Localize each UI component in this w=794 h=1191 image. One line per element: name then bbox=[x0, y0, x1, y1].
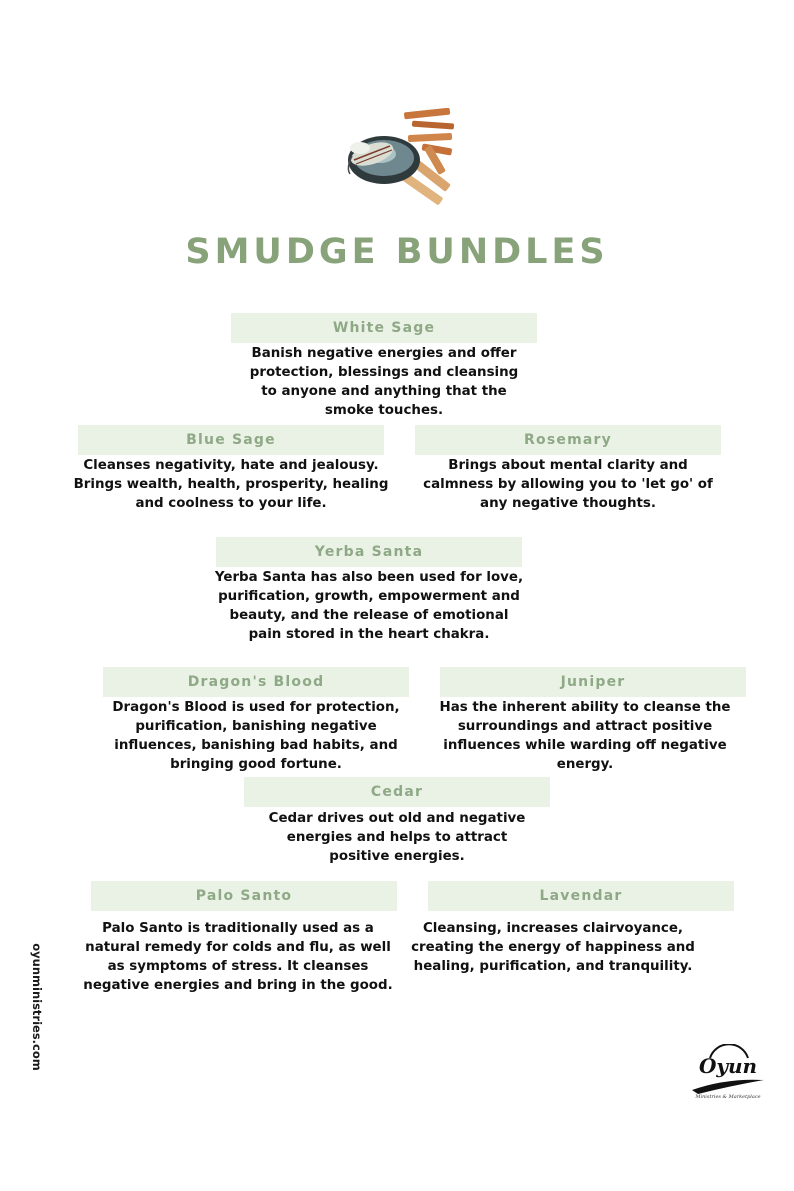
desc-line: Cleanses negativity, hate and jealousy. bbox=[83, 458, 379, 473]
desc-palo-santo bbox=[74, 919, 402, 995]
website-text: oyunministries.com bbox=[30, 943, 44, 1071]
smudge-bundle-image bbox=[342, 108, 456, 214]
desc-line: and coolness to your life. bbox=[135, 496, 327, 511]
desc-line: positive energies. bbox=[329, 849, 465, 864]
desc-line: calmness by allowing you to 'let go' of bbox=[423, 477, 713, 492]
desc-line: energies and helps to attract bbox=[286, 830, 508, 845]
desc-white-sage bbox=[231, 344, 537, 420]
desc-line: smoke touches. bbox=[324, 403, 444, 418]
label-rosemary: Rosemary bbox=[415, 425, 721, 455]
desc-line: to anyone and anything that the bbox=[261, 384, 507, 399]
desc-line: bringing good fortune. bbox=[170, 757, 342, 772]
desc-line: natural remedy for colds and flu, as well bbox=[85, 940, 391, 955]
desc-line: Banish negative energies and offer bbox=[251, 346, 517, 361]
desc-line: Brings about mental clarity and bbox=[448, 458, 688, 473]
label-lavendar: Lavendar bbox=[428, 881, 734, 911]
desc-line: energy. bbox=[556, 757, 614, 772]
desc-rosemary bbox=[405, 456, 731, 513]
desc-line: as symptoms of stress. It cleanses bbox=[107, 959, 369, 974]
label-palo-santo: Palo Santo bbox=[91, 881, 397, 911]
desc-line: Dragon's Blood is used for protection, bbox=[112, 700, 400, 715]
desc-dragons-blood bbox=[90, 698, 422, 774]
website-vertical bbox=[30, 943, 44, 1071]
logo-word: Oyun bbox=[698, 1054, 758, 1078]
desc-line: any negative thoughts. bbox=[480, 496, 656, 511]
desc-line: Cleansing, increases clairvoyance, bbox=[422, 921, 684, 936]
desc-line: Yerba Santa has also been used for love, bbox=[214, 570, 524, 585]
page-title: SMUDGE BUNDLES bbox=[185, 232, 609, 272]
oyun-logo bbox=[686, 1044, 770, 1108]
desc-line: healing, purification, and tranquility. bbox=[413, 959, 693, 974]
label-blue-sage: Blue Sage bbox=[78, 425, 384, 455]
label-yerba-santa: Yerba Santa bbox=[216, 537, 522, 567]
desc-juniper bbox=[420, 698, 750, 774]
desc-line: negative energies and bring in the good. bbox=[83, 978, 393, 993]
desc-line: Brings wealth, health, prosperity, healing bbox=[73, 477, 389, 492]
desc-line: influences while warding off negative bbox=[443, 738, 727, 753]
desc-line: surroundings and attract positive bbox=[457, 719, 713, 734]
label-dragons-blood: Dragon's Blood bbox=[103, 667, 409, 697]
desc-line: Has the inherent ability to cleanse the bbox=[439, 700, 731, 715]
desc-line: influences, banishing bad habits, and bbox=[114, 738, 398, 753]
desc-line: purification, banishing negative bbox=[135, 719, 377, 734]
desc-lavendar bbox=[410, 919, 696, 976]
label-juniper: Juniper bbox=[440, 667, 746, 697]
desc-line: Cedar drives out old and negative bbox=[268, 811, 526, 826]
desc-line: beauty, and the release of emotional bbox=[229, 608, 509, 623]
label-white-sage: White Sage bbox=[231, 313, 537, 343]
desc-line: Palo Santo is traditionally used as a bbox=[102, 921, 374, 936]
label-cedar: Cedar bbox=[244, 777, 550, 807]
desc-cedar bbox=[240, 809, 554, 866]
desc-yerba-santa bbox=[200, 568, 538, 644]
desc-blue-sage bbox=[60, 456, 402, 513]
desc-line: purification, growth, empowerment and bbox=[218, 589, 520, 604]
logo-tagline: Ministries & Marketplace bbox=[695, 1094, 761, 1100]
desc-line: protection, blessings and cleansing bbox=[249, 365, 519, 380]
desc-line: creating the energy of happiness and bbox=[411, 940, 695, 955]
desc-line: pain stored in the heart chakra. bbox=[248, 627, 490, 642]
